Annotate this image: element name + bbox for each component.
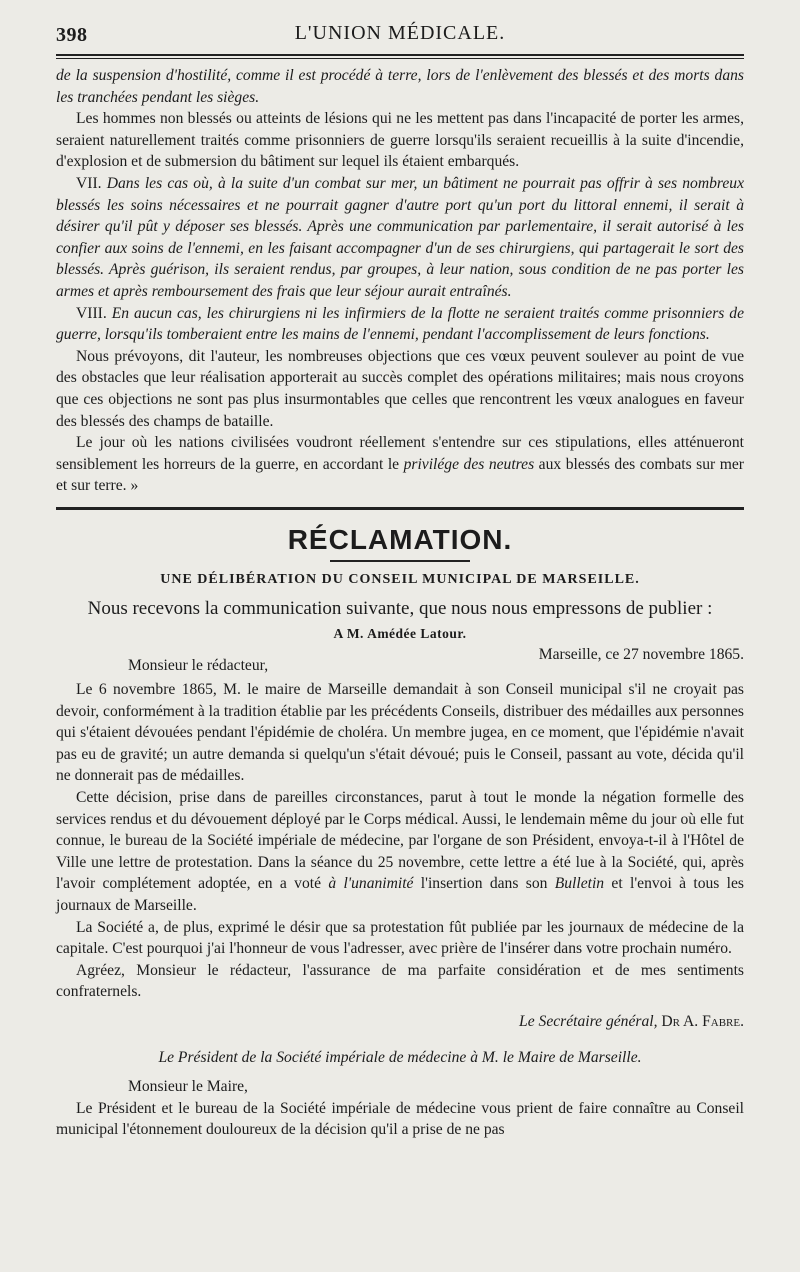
title-underline [330, 560, 470, 562]
signature-role: Le Secrétaire général, [519, 1012, 658, 1030]
salutation-mayor: Monsieur le Maire, [128, 1078, 248, 1096]
section-title: RÉCLAMATION. [287, 523, 513, 555]
letter-date: Marseille, ce 27 novembre 1865. [538, 645, 744, 663]
paragraph-conclusion: Le jour où les nations civilisées voudront réellement s'entendre sur ces stipulations, elles atténueront sensiblement les horreurs de la guerre, en accordant le privilége des neutres aux blessés des combats sur mer et sur terre. » [56, 434, 744, 495]
signature-name: Dr A. Fabre. [661, 1012, 744, 1030]
paragraph-objections: Nous prévoyons, dit l'auteur, les nombreuses objections que ces vœux peuvent soulever au point de vue des obstacles que leur réalisation apporterait au succès complet des opérations militaires; mais nous croyons que ces objections ne sont pas plus insurmontables que celles que rencontrent les vœux analogues en faveur des blessés des champs de bataille. [56, 347, 744, 430]
section-subheading: UNE DÉLIBÉRATION DU CONSEIL MUNICIPAL DE MARSEILLE. [160, 571, 640, 587]
page-number: 398 [56, 24, 88, 46]
italic-continuation: de la suspension d'hostilité, comme il est procédé à terre, lors de l'enlèvement des blessés et des morts dans les tranchées pendant les sièges. [56, 67, 744, 106]
section-rule [56, 507, 744, 510]
neutral-privilege-emphasis: privilége des neutres [403, 455, 535, 473]
article-7-text: Dans les cas où, à la suite d'un combat sur mer, un bâtiment ne pourrait pas offrir à ses nombreux blessés les soins nécessaires et ne pourrait gagner d'autre port qu'un port du littoral ennemi, il serait à désirer qu'il pût y déposer ses blessés. Après une communication par parlementaire, il serait autorisé à les confier aux soins de l'ennemi, en les faisant accompagner d'un de ses chirurgiens, qui partagerait le sort des blessés. Après guérison, ils seraient rendus, par groupes, à leur nation, sous condition de ne pas porter les armes et après remboursement des frais que leur séjour aurait entraînés. [56, 174, 745, 300]
salutation: Monsieur le rédacteur, [128, 657, 269, 675]
signature [56, 1011, 744, 1033]
paragraph-council-decision: Le 6 novembre 1865, M. le maire de Marseille demandait à son Conseil municipal s'il ne croyait pas devoir, conformément à la tradition établie par les précédents Conseils, distribuer des médailles aux personnes qui s'étaient dévouées pendant l'épidémie de choléra. Un membre jugea, en ce moment, que l'épidémie n'avait pas eu de gravité; un autre demanda si quelqu'un s'était dévoué; puis le Conseil, passant au vote, décida qu'il ne donnerait pas de médailles. [56, 681, 744, 785]
article-8-number: VIII. [76, 304, 107, 322]
article-8 [56, 303, 744, 346]
letter-title: Le Président de la Société impériale de médecine à M. le Maire de Marseille. [158, 1048, 642, 1066]
addressee: A M. Amédée Latour. [333, 625, 467, 641]
intro-line: Nous recevons la communication suivante, que nous nous empressons de publier : [87, 597, 713, 619]
article-8-text: En aucun cas, les chirurgiens ni les infirmiers de la flotte ne seraient traités comme prisonniers de guerre, lorsqu'ils tomberaient entre les mains de l'ennemi, pendant l'accomplissement de leurs fonctions. [56, 304, 744, 344]
paragraph-protest: Cette décision, prise dans de pareilles circonstances, parut à tout le monde la négation formelle des services rendus et du dévouement déployé par le Corps médical. Aussi, le lendemain même du jour où elle fut connue, le bureau de la Société impériale de médecine, par l'organe de son Président, envoya-t-il à l'Hôtel de Ville une lettre de protestation. Dans la séance du 25 novembre, cette lettre a été lue à la Société, qui, après l'avoir complétement adoptée, en a voté à l'unanimité l'insertion dans son Bulletin et l'envoi à tous les journaux de Marseille. [56, 789, 744, 914]
header-rule [56, 54, 744, 59]
page-header [56, 18, 744, 48]
paragraph-president: Le Président et le bureau de la Société impériale de médecine vous prient de faire connaître au Conseil municipal l'étonnement douloureux de la décision qu'il a prise de ne pas [56, 1099, 744, 1139]
running-title: L'UNION MÉDICALE. [294, 22, 506, 44]
article-7-number: VII. [76, 174, 102, 192]
paragraph-publication-request: La Société a, de plus, exprimé le désir que sa protestation fût publiée par les journaux de médecine de la capitale. C'est pourquoi j'ai l'honneur de vous l'adresser, avec prière de l'insérer dans votre prochain numéro. [56, 918, 744, 958]
article-7 [56, 173, 744, 303]
paragraph-prisoners: Les hommes non blessés ou atteints de lésions qui ne les mettent pas dans l'incapacité de porter les armes, seraient naturellement traités comme prisonniers de guerre lorsqu'ils seraient recueillis à la suite d'incendie, d'explosion et de submersion du bâtiment sur lequel ils étaient embarqués. [56, 110, 744, 171]
paragraph-closing: Agréez, Monsieur le rédacteur, l'assurance de ma parfaite considération et de mes sentiments confraternels. [56, 961, 744, 1001]
